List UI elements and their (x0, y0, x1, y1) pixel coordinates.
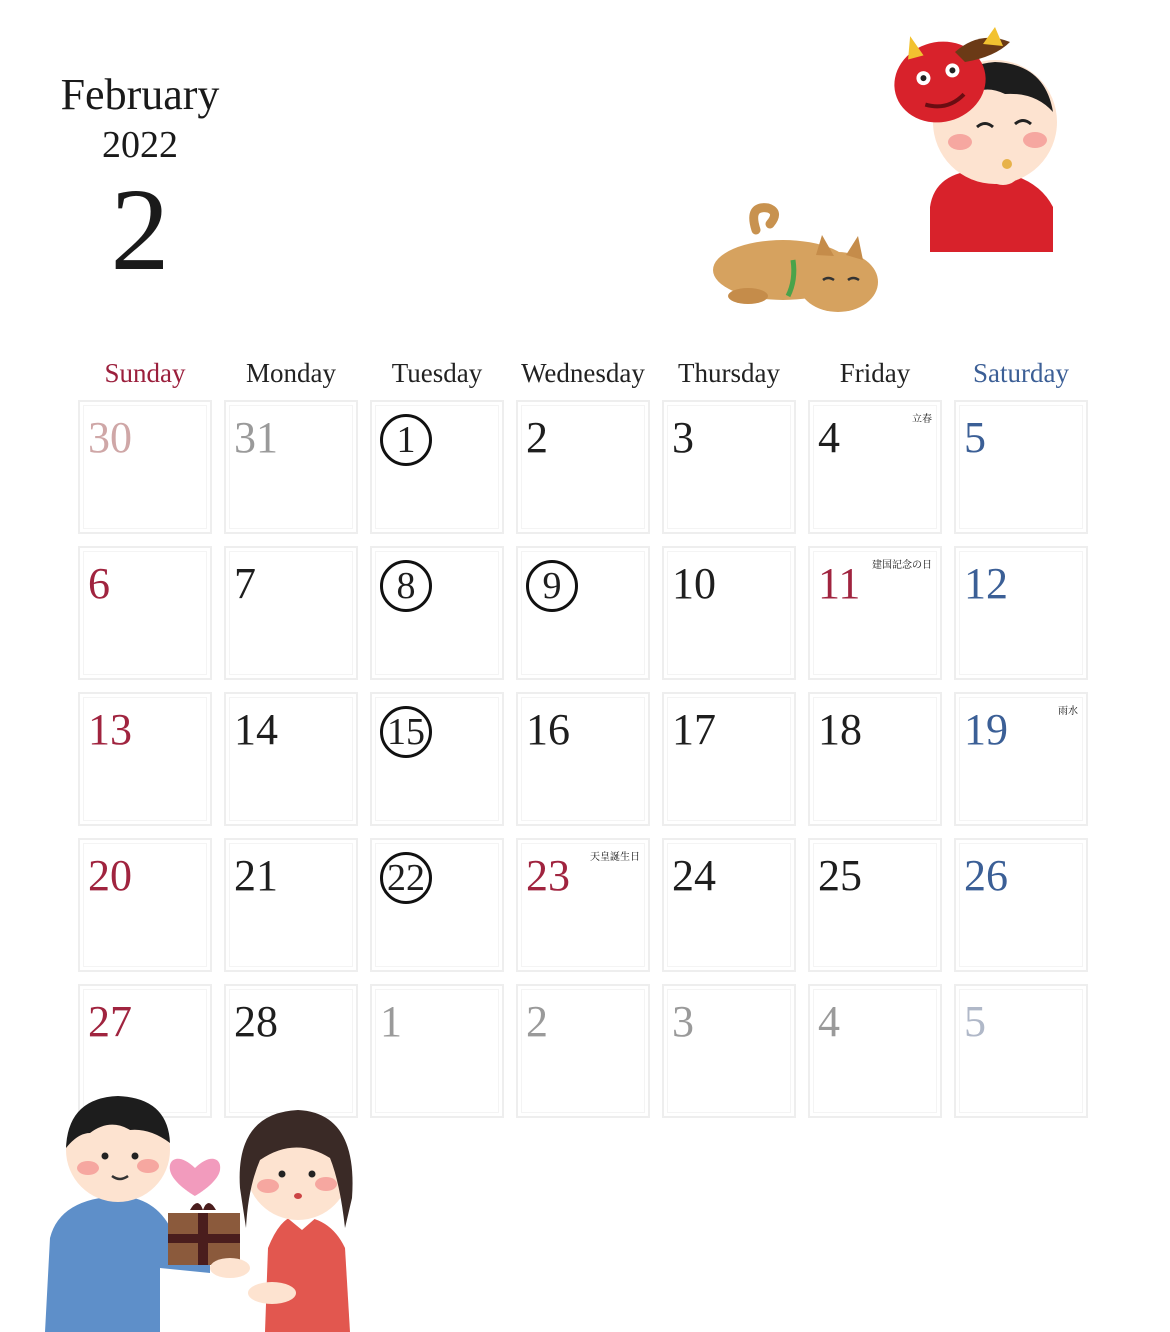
day-number (234, 850, 294, 902)
day-number (88, 412, 148, 464)
oni-mask-boy-illustration (885, 22, 1070, 257)
day-number-text: 5 (964, 413, 986, 462)
day-cell[interactable] (808, 692, 942, 826)
day-number (234, 996, 294, 1048)
day-number (672, 850, 732, 902)
day-number-text: 2 (526, 997, 548, 1046)
day-cell[interactable] (808, 838, 942, 972)
day-number-text: 10 (672, 559, 716, 608)
day-cell[interactable] (808, 400, 942, 534)
day-cell[interactable] (78, 692, 212, 826)
day-number (380, 850, 440, 902)
day-number (818, 558, 878, 610)
day-note: 建国記念の日 (872, 560, 932, 571)
day-number (526, 558, 586, 610)
day-number-text: 16 (526, 705, 570, 754)
day-number (380, 412, 440, 464)
day-number (526, 412, 586, 464)
day-number-text: 1 (380, 997, 402, 1046)
circled-day-number: 22 (380, 852, 432, 904)
day-cell[interactable] (370, 400, 504, 534)
day-cell[interactable] (954, 984, 1088, 1118)
day-number-text: 6 (88, 559, 110, 608)
day-number (234, 558, 294, 610)
day-cell[interactable] (224, 838, 358, 972)
day-cell[interactable] (516, 692, 650, 826)
day-number (964, 850, 1024, 902)
day-number-text: 31 (234, 413, 278, 462)
day-cell[interactable] (954, 400, 1088, 534)
circled-day-number: 15 (380, 706, 432, 758)
day-number (964, 996, 1024, 1048)
day-number (88, 558, 148, 610)
day-number-text: 19 (964, 705, 1008, 754)
day-cell[interactable] (662, 546, 796, 680)
day-number-text: 21 (234, 851, 278, 900)
day-number-text: 30 (88, 413, 132, 462)
day-cell[interactable] (662, 838, 796, 972)
day-number (672, 704, 732, 756)
day-cell[interactable] (370, 838, 504, 972)
day-number (88, 704, 148, 756)
day-cell[interactable] (78, 838, 212, 972)
day-number-text: 17 (672, 705, 716, 754)
day-cell[interactable] (954, 692, 1088, 826)
day-cell[interactable] (224, 546, 358, 680)
day-number (234, 412, 294, 464)
day-cell[interactable] (516, 546, 650, 680)
day-cell[interactable] (370, 546, 504, 680)
weekday-wednesday: Wednesday (521, 358, 645, 388)
day-number-text: 28 (234, 997, 278, 1046)
sleeping-dog-illustration (708, 200, 883, 320)
day-number (964, 558, 1024, 610)
month-name: February (60, 70, 220, 119)
day-number-text: 26 (964, 851, 1008, 900)
day-number (672, 996, 732, 1048)
day-number (526, 704, 586, 756)
day-number (380, 704, 440, 756)
day-number-text: 7 (234, 559, 256, 608)
day-number (818, 996, 878, 1048)
calendar-header (40, 70, 240, 295)
day-number-text: 4 (818, 413, 840, 462)
day-number (818, 850, 878, 902)
day-number (234, 704, 294, 756)
weekday-sunday: Sunday (104, 358, 186, 388)
day-number (818, 704, 878, 756)
day-number (964, 704, 1024, 756)
day-number-text: 18 (818, 705, 862, 754)
day-cell[interactable] (224, 692, 358, 826)
day-cell[interactable] (662, 400, 796, 534)
day-cell[interactable] (808, 984, 942, 1118)
day-number (88, 850, 148, 902)
day-cell[interactable] (662, 984, 796, 1118)
day-number (88, 996, 148, 1048)
day-number-text: 3 (672, 997, 694, 1046)
day-number (526, 850, 586, 902)
year: 2022 (102, 124, 178, 166)
day-number (818, 412, 878, 464)
calendar-grid (78, 400, 1098, 1125)
day-number-text: 14 (234, 705, 278, 754)
day-cell[interactable] (224, 400, 358, 534)
day-cell[interactable] (516, 838, 650, 972)
day-cell[interactable] (516, 400, 650, 534)
weekday-saturday: Saturday (973, 358, 1069, 388)
weekday-thursday: Thursday (678, 358, 780, 388)
day-cell[interactable] (78, 400, 212, 534)
day-number-text: 12 (964, 559, 1008, 608)
circled-day-number: 8 (380, 560, 432, 612)
day-number-text: 2 (526, 413, 548, 462)
day-number-text: 24 (672, 851, 716, 900)
weekday-header-row (78, 358, 1098, 398)
day-number-text: 27 (88, 997, 132, 1046)
weekday-tuesday: Tuesday (391, 358, 483, 388)
day-number-text: 5 (964, 997, 986, 1046)
day-cell[interactable] (370, 692, 504, 826)
day-number (380, 996, 440, 1048)
circled-day-number: 1 (380, 414, 432, 466)
circled-day-number: 9 (526, 560, 578, 612)
day-note: 立春 (912, 414, 932, 425)
day-cell[interactable] (78, 546, 212, 680)
weekday-friday: Friday (839, 358, 911, 388)
day-note: 天皇誕生日 (590, 852, 640, 863)
day-number (672, 558, 732, 610)
day-cell[interactable] (954, 546, 1088, 680)
day-number-text: 25 (818, 851, 862, 900)
day-cell[interactable] (662, 692, 796, 826)
day-note: 雨水 (1058, 706, 1078, 717)
month-number: 2 (110, 164, 170, 295)
day-number-text: 3 (672, 413, 694, 462)
day-number-text: 20 (88, 851, 132, 900)
day-number (672, 412, 732, 464)
day-number-text: 4 (818, 997, 840, 1046)
day-cell[interactable] (516, 984, 650, 1118)
day-cell[interactable] (954, 838, 1088, 972)
day-number-text: 11 (818, 559, 861, 608)
day-cell[interactable] (808, 546, 942, 680)
day-number (526, 996, 586, 1048)
day-cell[interactable] (370, 984, 504, 1118)
valentine-gift-couple-illustration (40, 1088, 370, 1332)
day-number (964, 412, 1024, 464)
day-number-text: 23 (526, 851, 570, 900)
day-number-text: 13 (88, 705, 132, 754)
day-number (380, 558, 440, 610)
weekday-monday: Monday (246, 358, 336, 388)
